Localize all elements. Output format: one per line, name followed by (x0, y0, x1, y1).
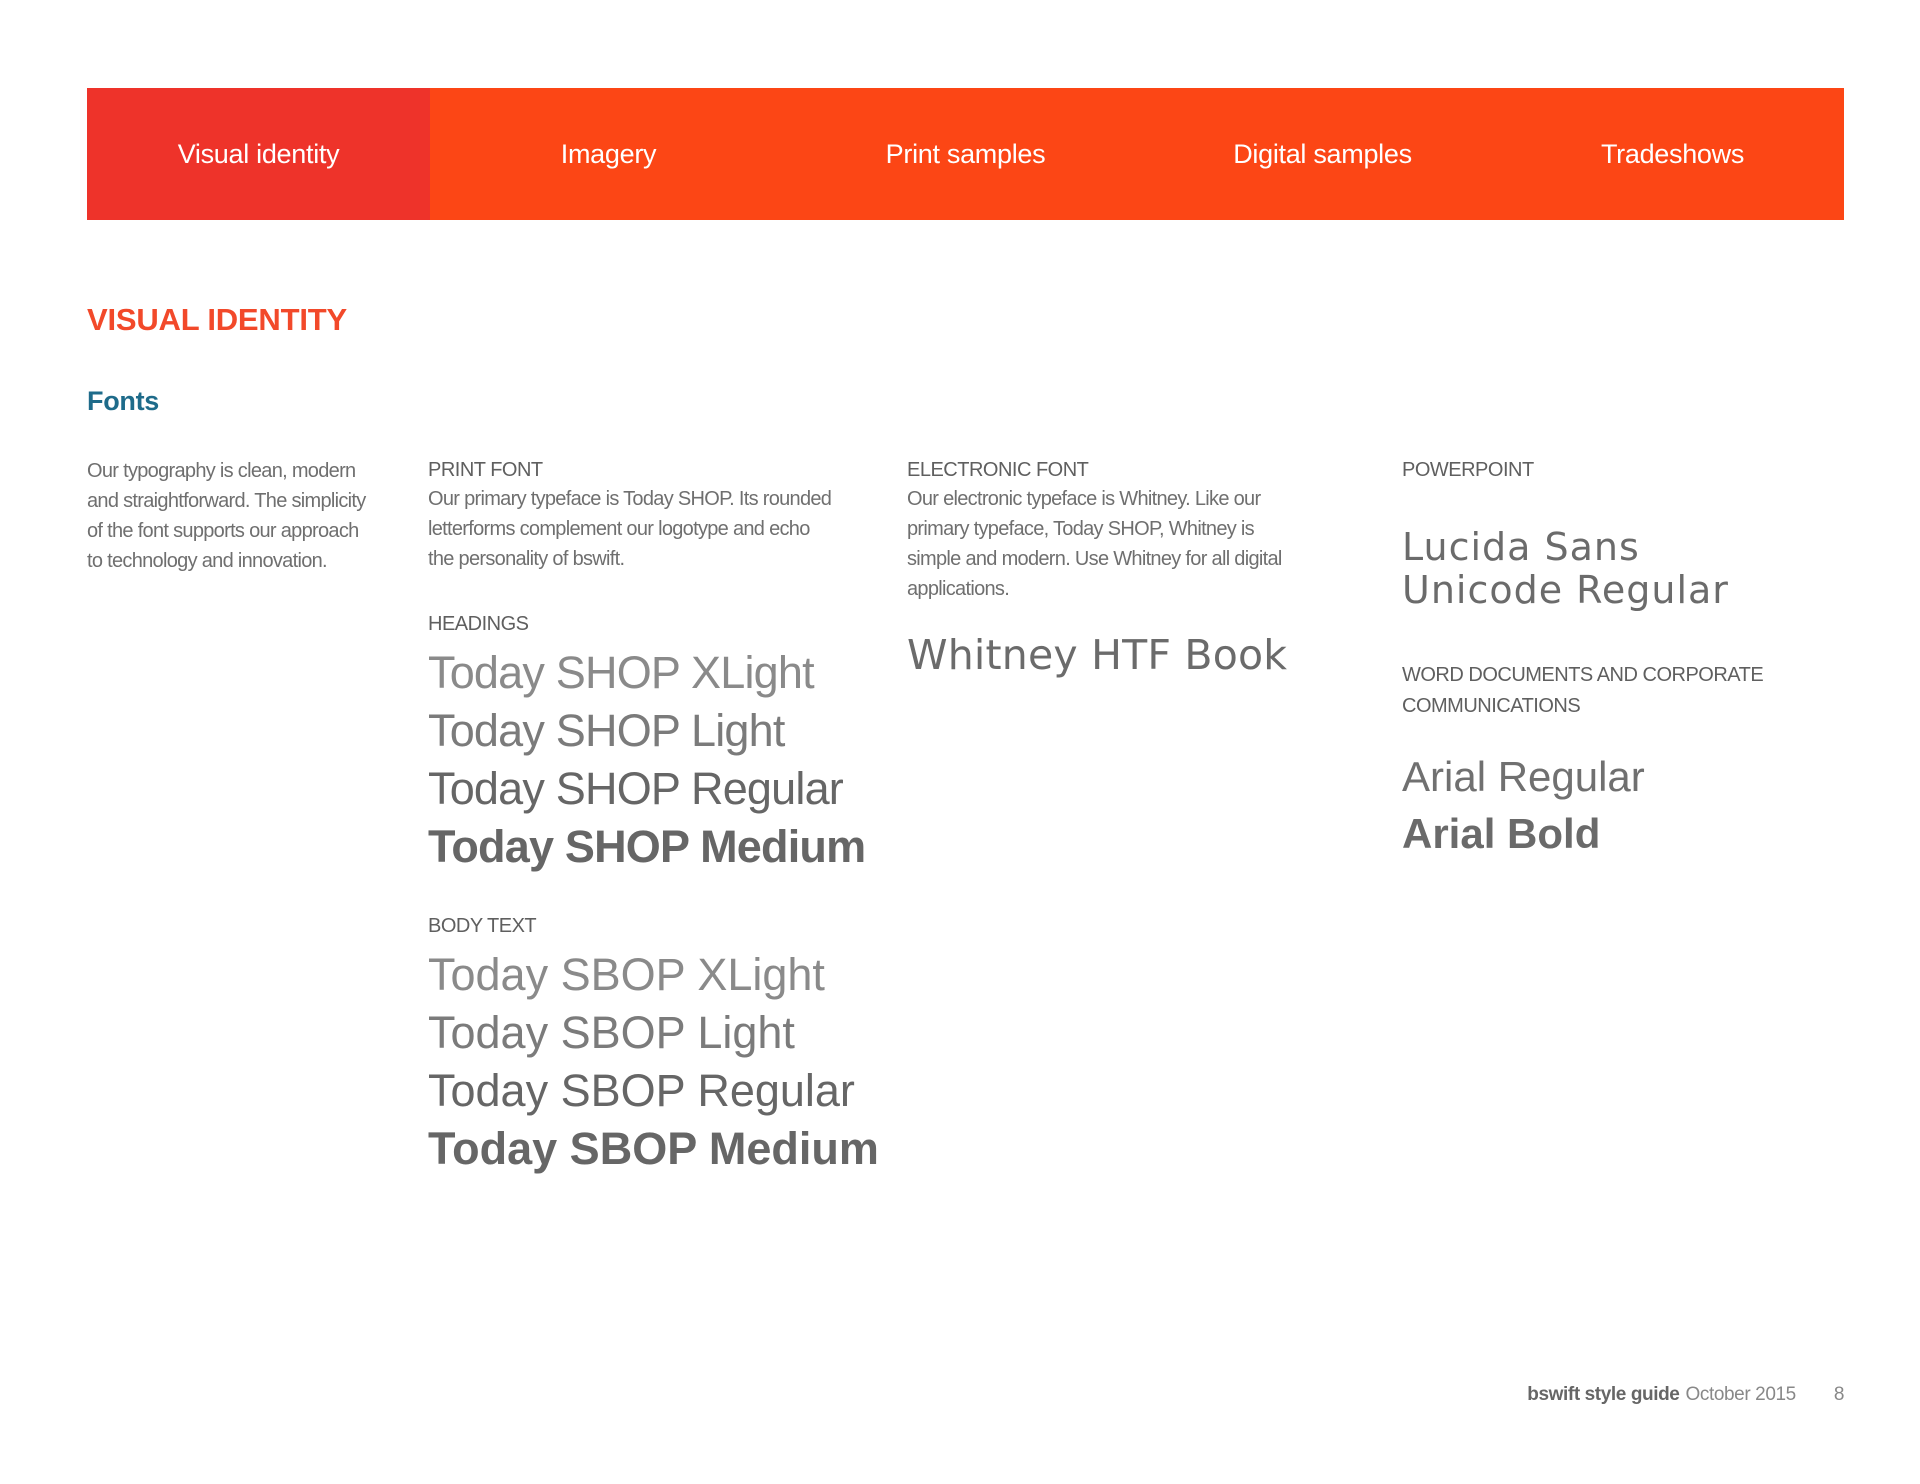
subsection-title: Fonts (87, 386, 159, 416)
intro-line: Our typography is clean, modern (87, 460, 356, 482)
nav-tab-digital-samples[interactable]: Digital samples (1233, 138, 1412, 169)
print-font-column (428, 456, 879, 1178)
intro-line: and straightforward. The simplicity (87, 490, 366, 512)
electronic-font-column (907, 456, 1327, 680)
electronic-font-line: applications. (907, 578, 1010, 600)
body-text-samples (428, 946, 879, 1178)
arial-samples (1402, 748, 1842, 862)
footer-brand: bswift style guide (1527, 1384, 1680, 1405)
nav-tab-print-samples[interactable]: Print samples (885, 138, 1046, 169)
powerpoint-column (1402, 456, 1842, 862)
heading-sample-medium: Today SHOP Medium (428, 821, 866, 872)
whitney-sample: Whitney HTF Book (907, 631, 1288, 679)
top-nav-bar (87, 88, 1844, 220)
electronic-font-line: Our electronic typeface is Whitney. Like our (907, 488, 1261, 510)
body-sample-medium: Today SBOP Medium (428, 1123, 879, 1174)
nav-tab-imagery[interactable]: Imagery (560, 138, 657, 169)
electronic-font-line: primary typeface, Today SHOP, Whitney is (907, 518, 1254, 540)
powerpoint-label: POWERPOINT (1402, 459, 1534, 481)
page-number: 8 (1833, 1384, 1844, 1405)
body-sample-xlight: Today SBOP XLight (428, 949, 825, 1000)
word-label-line: COMMUNICATIONS (1402, 695, 1581, 717)
print-font-description (428, 484, 868, 574)
page-footer (1527, 1384, 1844, 1406)
heading-sample-light: Today SHOP Light (428, 705, 785, 756)
lucida-sample-line: Unicode Regular (1402, 568, 1729, 612)
print-font-line: letterforms complement our logotype and echo (428, 518, 810, 540)
body-text-label: BODY TEXT (428, 915, 537, 937)
print-font-label: PRINT FONT (428, 459, 543, 481)
lucida-sample-line: Lucida Sans (1402, 525, 1640, 569)
section-title: VISUAL IDENTITY (87, 302, 347, 337)
print-font-line: Our primary typeface is Today SHOP. Its rounded (428, 488, 832, 510)
body-sample-regular: Today SBOP Regular (428, 1065, 855, 1116)
headings-label: HEADINGS (428, 613, 529, 635)
intro-column (87, 456, 387, 576)
heading-sample-regular: Today SHOP Regular (428, 763, 843, 814)
arial-regular-sample: Arial Regular (1402, 753, 1645, 800)
intro-line: to technology and innovation. (87, 550, 327, 572)
lucida-sample (1402, 526, 1842, 612)
footer-date: October 2015 (1685, 1384, 1796, 1405)
heading-sample-xlight: Today SHOP XLight (428, 647, 814, 698)
electronic-font-label: ELECTRONIC FONT (907, 459, 1089, 481)
headings-samples (428, 644, 868, 876)
nav-tab-tradeshows[interactable]: Tradeshows (1600, 138, 1745, 169)
intro-text (87, 456, 387, 576)
word-label-line: WORD DOCUMENTS AND CORPORATE (1402, 664, 1764, 686)
electronic-font-description (907, 484, 1327, 604)
electronic-font-line: simple and modern. Use Whitney for all digital (907, 548, 1282, 570)
nav-tab-visual-identity[interactable]: Visual identity (87, 88, 430, 220)
arial-bold-sample: Arial Bold (1402, 810, 1601, 857)
print-font-line: the personality of bswift. (428, 548, 625, 570)
intro-line: of the font supports our approach (87, 520, 359, 542)
body-sample-light: Today SBOP Light (428, 1007, 795, 1058)
word-documents-label (1402, 660, 1842, 722)
